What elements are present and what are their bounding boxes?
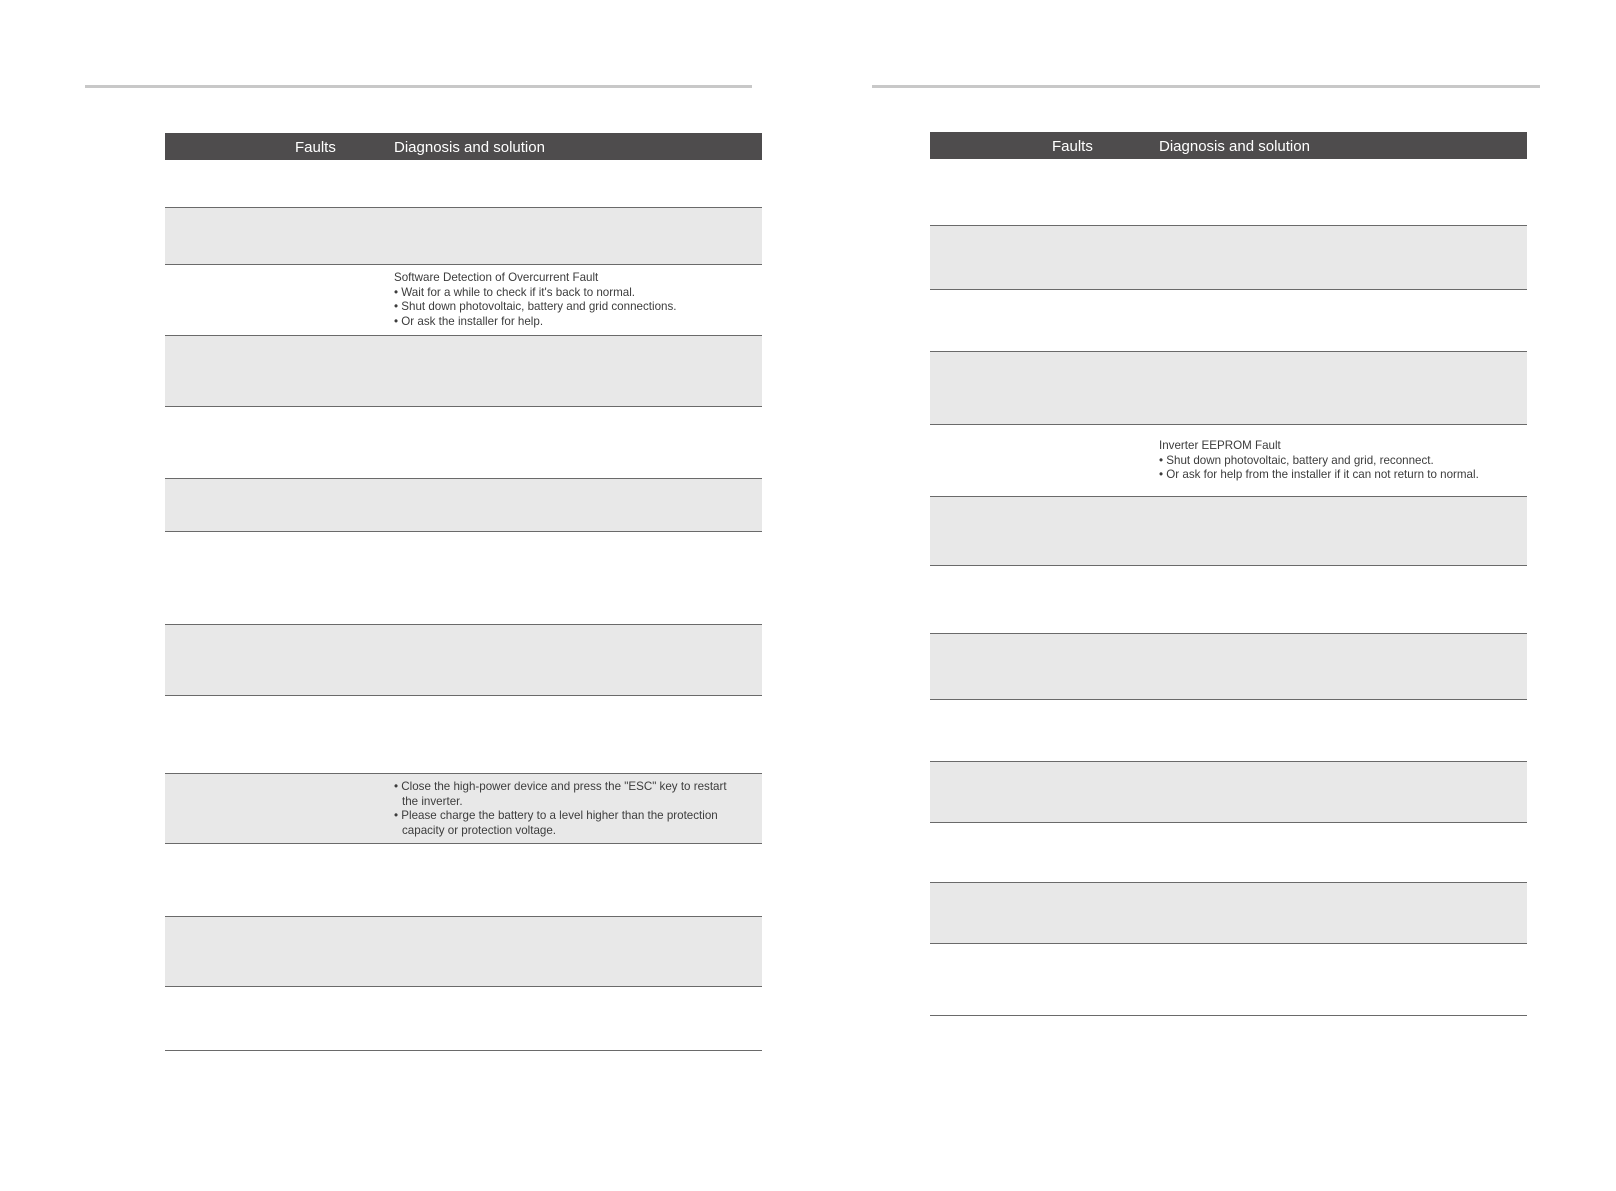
table-row [165, 479, 762, 532]
table-row [930, 762, 1527, 823]
table-row [930, 700, 1527, 762]
table-row [930, 944, 1527, 1016]
table-row [165, 774, 762, 844]
table-row [930, 290, 1527, 352]
right-fault-table [930, 132, 1527, 1016]
table-row [930, 159, 1527, 226]
faults-column-header: Faults [1052, 138, 1093, 155]
table-row [165, 208, 762, 265]
diagnosis-cell: Inverter EEPROM Fault • Shut down photovoltaic, battery and grid, reconnect. • Or ask for help from the installer if it can not return to normal. [1159, 439, 1479, 482]
table-header [930, 132, 1527, 159]
table-row [165, 532, 762, 625]
right-page-top-rule [872, 85, 1540, 88]
table-row [165, 844, 762, 917]
table-row [165, 407, 762, 479]
table-row [930, 226, 1527, 290]
diagnosis-column-header: Diagnosis and solution [394, 139, 545, 156]
table-row [930, 823, 1527, 883]
table-row [165, 160, 762, 208]
left-page-top-rule [85, 85, 752, 88]
table-row [930, 566, 1527, 634]
table-row [930, 634, 1527, 700]
table-header [165, 133, 762, 160]
table-row [930, 883, 1527, 944]
table-row [930, 425, 1527, 497]
table-row [165, 625, 762, 696]
faults-column-header: Faults [295, 139, 336, 156]
table-row [930, 352, 1527, 425]
table-row [165, 696, 762, 774]
table-row [165, 336, 762, 407]
table-row [165, 917, 762, 987]
table-row [930, 497, 1527, 566]
table-row [165, 265, 762, 336]
left-fault-table [165, 133, 762, 1051]
diagnosis-cell: • Close the high-power device and press the "ESC" key to restart the inverter. • Please charge the battery to a level higher than the protection capacity or protection voltage. [394, 780, 727, 837]
table-row [165, 987, 762, 1051]
diagnosis-column-header: Diagnosis and solution [1159, 138, 1310, 155]
diagnosis-cell: Software Detection of Overcurrent Fault • Wait for a while to check if it's back to normal. • Shut down photovoltaic, battery and grid connections. • Or ask the installer for help. [394, 271, 677, 328]
